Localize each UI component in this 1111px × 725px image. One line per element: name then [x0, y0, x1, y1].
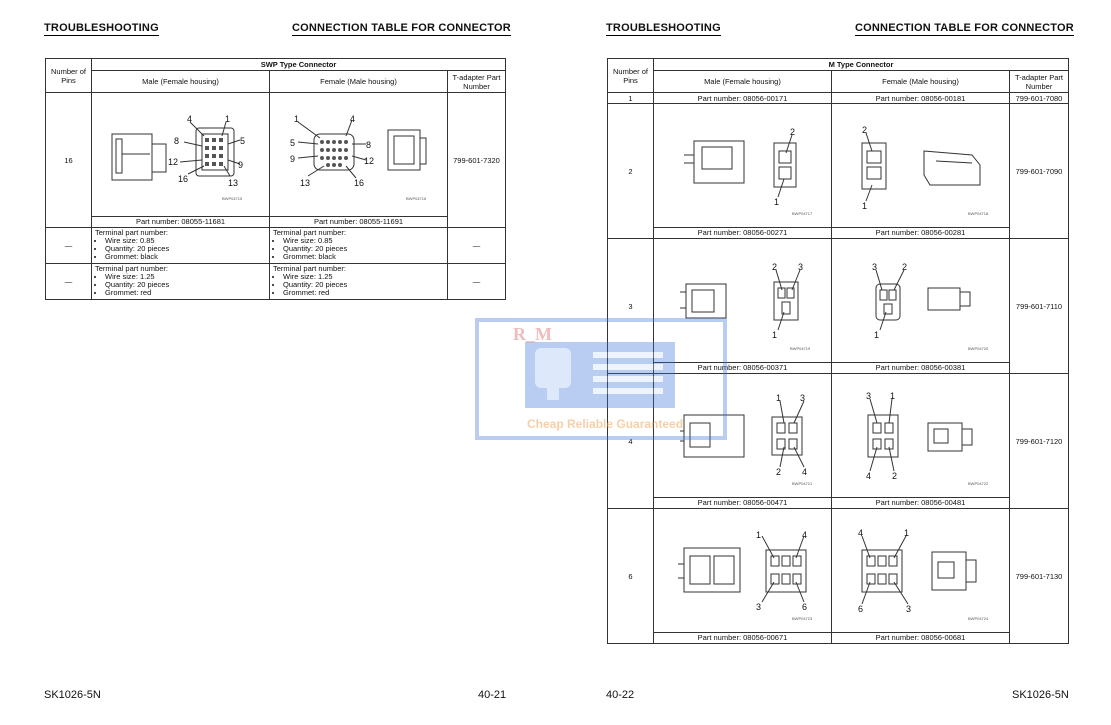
male-pin-label: 12: [168, 156, 179, 167]
pin-label: 1: [772, 329, 778, 340]
terminal-spec: • Wire size: 0.85: [105, 237, 266, 245]
pin-label: 1: [874, 329, 880, 340]
female-connector-figure: [832, 374, 1010, 498]
female-pin-label: 16: [354, 177, 365, 188]
pin-label: 2: [790, 126, 796, 137]
table-title: M Type Connector: [654, 59, 1069, 71]
male-connector-figure: [654, 104, 832, 228]
pin-label: 2: [862, 124, 868, 135]
female-pin-label: 1: [294, 113, 300, 124]
male-part-number: Part number: 08056-00471: [654, 498, 832, 509]
pin-label: 3: [906, 603, 912, 614]
male-part-number: Part number: 08056-00271: [654, 228, 832, 239]
terminal-row: [46, 264, 506, 300]
female-16pin-drawing: [270, 94, 446, 216]
terminal-spec: • Grommet: black: [105, 253, 266, 261]
terminal-spec: • Quantity: 20 pieces: [283, 281, 444, 289]
left-header-section: TROUBLESHOOTING: [44, 22, 159, 34]
female-connector-figure: [270, 93, 448, 217]
figure-code: BWP04722: [968, 480, 989, 486]
terminal-spec: • Grommet: black: [283, 253, 444, 261]
col-male-header: Male (Female housing): [92, 71, 270, 93]
female-pin-label: 4: [350, 113, 356, 124]
terminal-spec: • Grommet: red: [105, 289, 266, 297]
terminal-spec: • Grommet: red: [283, 289, 444, 297]
pins-cell: —: [46, 264, 92, 300]
male-pin-label: 5: [240, 135, 246, 146]
female-6pin-drawing: [832, 510, 1008, 632]
col-female-header: Female (Male housing): [270, 71, 448, 93]
table-title: SWP Type Connector: [92, 59, 506, 71]
male-part-number: Part number: 08055-11681: [92, 217, 270, 228]
figure-code: BWP04719: [790, 345, 811, 351]
terminal-title: Terminal part number:: [273, 264, 346, 273]
pin-label: 3: [800, 392, 806, 403]
pin-label: 4: [802, 466, 808, 477]
right-header-section: TROUBLESHOOTING: [606, 22, 721, 34]
female-connector-figure: [832, 104, 1010, 228]
female-pin-label: 12: [364, 155, 375, 166]
adapter-cell: 799-601-7320: [448, 93, 506, 228]
male-pin-label: 4: [187, 113, 193, 124]
pins-cell: 4: [608, 374, 654, 509]
female-pin-label: 5: [290, 137, 296, 148]
pins-cell: 1: [608, 93, 654, 104]
watermark: [475, 318, 727, 440]
male-connector-figure: [92, 93, 270, 217]
left-header-title: CONNECTION TABLE FOR CONNECTOR: [292, 22, 511, 34]
figure-code: BWP04721: [792, 480, 813, 486]
pin-label: 4: [802, 529, 808, 540]
pin-label: 3: [798, 261, 804, 272]
adapter-cell: 799-601-7120: [1010, 374, 1069, 509]
male-connector-figure: [654, 509, 832, 633]
terminal-spec: • Wire size: 1.25: [105, 273, 266, 281]
pin-label: 4: [858, 527, 864, 538]
pin-label: 1: [774, 196, 780, 207]
terminal-title: Terminal part number:: [273, 228, 346, 237]
male-2pin-drawing: [654, 105, 830, 227]
pin-label: 6: [858, 603, 864, 614]
swp-connector-table: [45, 58, 506, 300]
col-female-header: Female (Male housing): [832, 71, 1010, 93]
pin-label: 4: [866, 470, 872, 481]
female-part-number: Part number: 08056-00481: [832, 498, 1010, 509]
female-connector-figure: [832, 239, 1010, 363]
pin-label: 1: [862, 200, 868, 211]
adapter-cell: 799-601-7090: [1010, 104, 1069, 239]
female-pin-label: 8: [366, 139, 372, 150]
male-part-number: Part number: 08056-00171: [654, 93, 832, 104]
female-part-number: Part number: 08056-00381: [832, 363, 1010, 374]
table-row: [608, 93, 1069, 104]
figure-code: BWP04716: [406, 195, 427, 201]
female-part-number: Part number: 08055-11691: [270, 217, 448, 228]
left-footer-page: 40-21: [478, 689, 507, 701]
adapter-cell: —: [448, 264, 506, 300]
col-adapter-header: T-adapter Part Number: [1010, 71, 1069, 93]
pin-label: 1: [756, 529, 762, 540]
watermark-tagline: Cheap Reliable Guaranteed: [527, 417, 684, 431]
pin-label: 3: [866, 390, 872, 401]
pin-label: 2: [776, 466, 782, 477]
male-pin-label: 8: [174, 135, 180, 146]
terminal-spec: • Wire size: 0.85: [283, 237, 444, 245]
terminal-spec: • Quantity: 20 pieces: [105, 245, 266, 253]
male-16pin-drawing: [92, 94, 268, 216]
pin-label: 1: [776, 392, 782, 403]
right-footer-page: 40-22: [606, 689, 635, 701]
terminal-row: [46, 228, 506, 264]
terminal-spec: • Quantity: 20 pieces: [283, 245, 444, 253]
male-terminal-info: [92, 264, 270, 300]
right-footer-model: SK1026-5N: [1012, 689, 1069, 701]
col-male-header: Male (Female housing): [654, 71, 832, 93]
male-pin-label: 16: [178, 173, 189, 184]
pins-cell: 6: [608, 509, 654, 644]
terminal-title: Terminal part number:: [95, 228, 168, 237]
adapter-cell: 799-601-7130: [1010, 509, 1069, 644]
pin-label: 2: [772, 261, 778, 272]
female-part-number: Part number: 08056-00181: [832, 93, 1010, 104]
female-pin-label: 9: [290, 153, 296, 164]
pin-label: 3: [756, 601, 762, 612]
terminal-spec: • Quantity: 20 pieces: [105, 281, 266, 289]
female-terminal-info: [270, 228, 448, 264]
male-terminal-info: [92, 228, 270, 264]
female-pin-label: 13: [300, 177, 311, 188]
left-footer-model: SK1026-5N: [44, 689, 101, 701]
pins-cell: 16: [46, 93, 92, 228]
figure-code: BWP04723: [792, 615, 813, 621]
left-page: [0, 0, 555, 725]
female-connector-figure: [832, 509, 1010, 633]
pin-label: 2: [892, 470, 898, 481]
pins-cell: 2: [608, 104, 654, 239]
pin-label: 6: [802, 601, 808, 612]
male-6pin-drawing: [654, 510, 830, 632]
female-2pin-drawing: [832, 105, 1008, 227]
pin-label: 3: [872, 261, 878, 272]
right-header-title: CONNECTION TABLE FOR CONNECTOR: [855, 22, 1074, 34]
figure-code: BWP04720: [968, 345, 989, 351]
female-part-number: Part number: 08056-00681: [832, 633, 1010, 644]
figure-code: BWP04717: [792, 210, 813, 216]
female-3pin-drawing: [832, 240, 1008, 362]
male-pin-label: 13: [228, 177, 239, 188]
adapter-cell: —: [448, 228, 506, 264]
figure-code: BWP04715: [222, 195, 243, 201]
female-4pin-drawing: [832, 375, 1008, 497]
pin-label: 1: [904, 527, 910, 538]
female-part-number: Part number: 08056-00281: [832, 228, 1010, 239]
female-terminal-info: [270, 264, 448, 300]
adapter-cell: 799-601-7080: [1010, 93, 1069, 104]
male-part-number: Part number: 08056-00671: [654, 633, 832, 644]
terminal-spec: • Wire size: 1.25: [283, 273, 444, 281]
figure-code: BWP04724: [968, 615, 989, 621]
col-pins-header: Number of Pins: [46, 59, 92, 93]
terminal-title: Terminal part number:: [95, 264, 168, 273]
watermark-logo: [475, 318, 727, 440]
col-adapter-header: T-adapter Part Number: [448, 71, 506, 93]
figure-code: BWP04718: [968, 210, 989, 216]
male-pin-label: 9: [238, 159, 244, 170]
pins-cell: 3: [608, 239, 654, 374]
male-part-number: Part number: 08056-00371: [654, 363, 832, 374]
adapter-cell: 799-601-7110: [1010, 239, 1069, 374]
pins-cell: —: [46, 228, 92, 264]
male-pin-label: 1: [225, 113, 231, 124]
col-pins-header: Number of Pins: [608, 59, 654, 93]
pin-label: 2: [902, 261, 908, 272]
watermark-brand: R_M: [513, 324, 552, 344]
pin-label: 1: [890, 390, 896, 401]
